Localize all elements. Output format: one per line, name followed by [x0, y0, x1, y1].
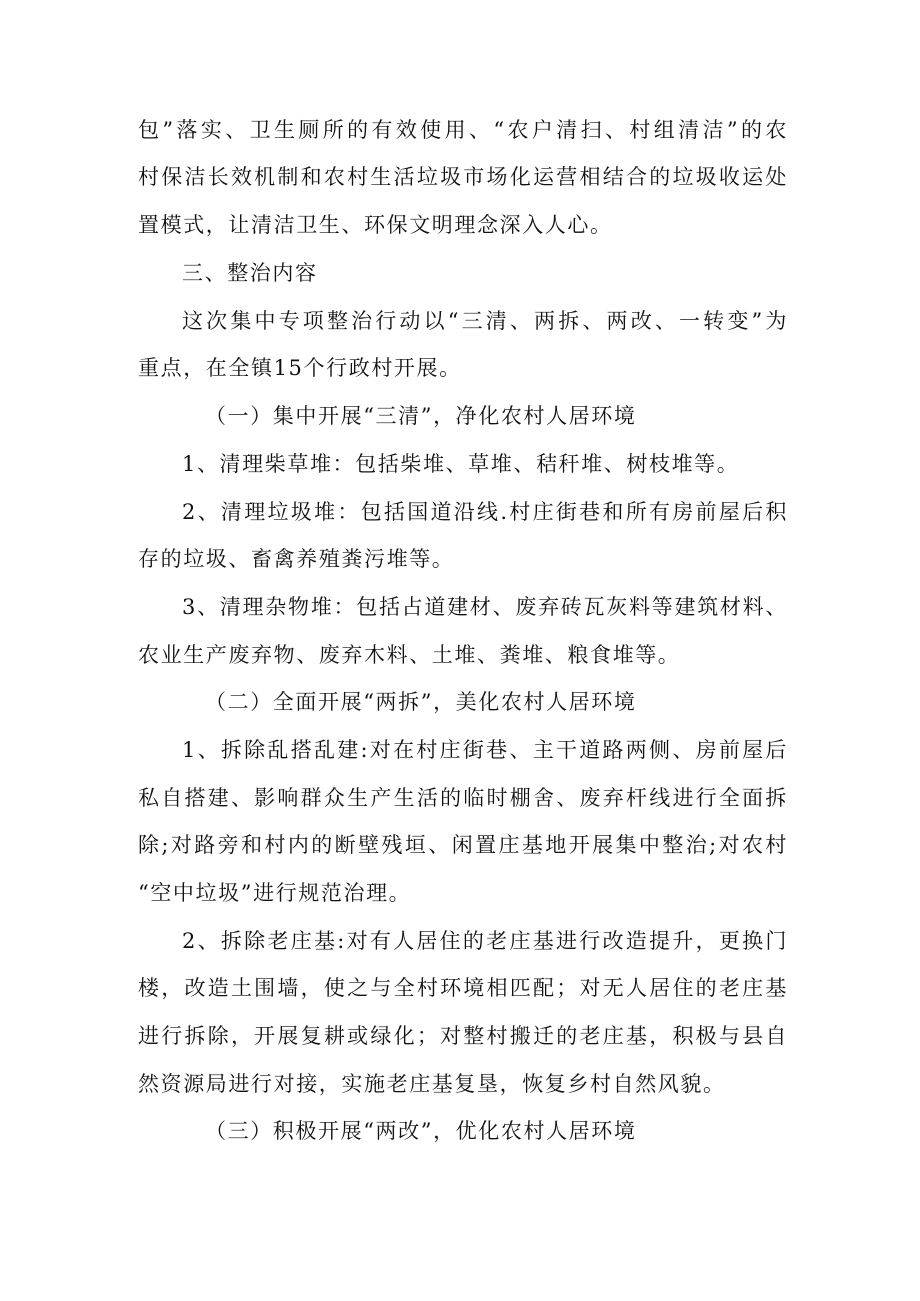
paragraph-line: 楼，改造土围墙，使之与全村环境相匹配；对无人居住的老庄基: [138, 976, 788, 1000]
paragraph-line: “空中垃圾”进行规范治理。: [138, 881, 412, 905]
paragraph-line: 置模式，让清洁卫生、环保文明理念深入人心。: [138, 213, 613, 237]
paragraph-line: 私自搭建、影响群众生产生活的临时棚舍、废弃杆线进行全面拆: [138, 786, 788, 810]
paragraph-line: 存的垃圾、畜禽养殖粪污堆等。: [138, 547, 455, 571]
paragraph-line: 进行拆除，开展复耕或绿化；对整村搬迁的老庄基，积极与县自: [138, 1024, 788, 1048]
section-heading: 三、整治内容: [182, 261, 318, 285]
subsection-heading: （二）全面开展“两拆”，美化农村人居环境: [205, 690, 637, 714]
paragraph-line: 重点，在全镇15个行政村开展。: [138, 356, 462, 380]
paragraph-line: 包”落实、卫生厕所的有效使用、“农户清扫、村组清洁”的农: [138, 118, 788, 142]
paragraph-line: 除;对路旁和村内的断壁残垣、闲置庄基地开展集中整治;对农村: [138, 833, 788, 857]
paragraph-line: 然资源局进行对接，实施老庄基复垦，恢复乡村自然风貌。: [138, 1072, 726, 1096]
paragraph-line: 这次集中专项整治行动以“三清、两拆、两改、一转变”为: [182, 309, 788, 333]
paragraph-line: 村保洁长效机制和农村生活垃圾市场化运营相结合的垃圾收运处: [138, 165, 788, 189]
subsection-heading: （三）积极开展“两改”，优化农村人居环境: [205, 1119, 637, 1143]
list-item: 2、清理垃圾堆：包括国道沿线.村庄街巷和所有房前屋后积: [182, 500, 788, 524]
list-item: 2、拆除老庄基:对有人居住的老庄基进行改造提升，更换门: [182, 929, 788, 953]
list-item: 1、拆除乱搭乱建:对在村庄街巷、主干道路两侧、房前屋后: [182, 738, 788, 762]
list-item: 1、清理柴草堆：包括柴堆、草堆、秸秆堆、树枝堆等。: [182, 452, 740, 476]
list-item: 3、清理杂物堆：包括占道建材、废弃砖瓦灰料等建筑材料、: [182, 595, 788, 619]
paragraph-line: 农业生产废弃物、废弃木料、土堆、粪堆、粮食堆等。: [138, 643, 681, 667]
subsection-heading: （一）集中开展“三清”，净化农村人居环境: [205, 404, 637, 428]
